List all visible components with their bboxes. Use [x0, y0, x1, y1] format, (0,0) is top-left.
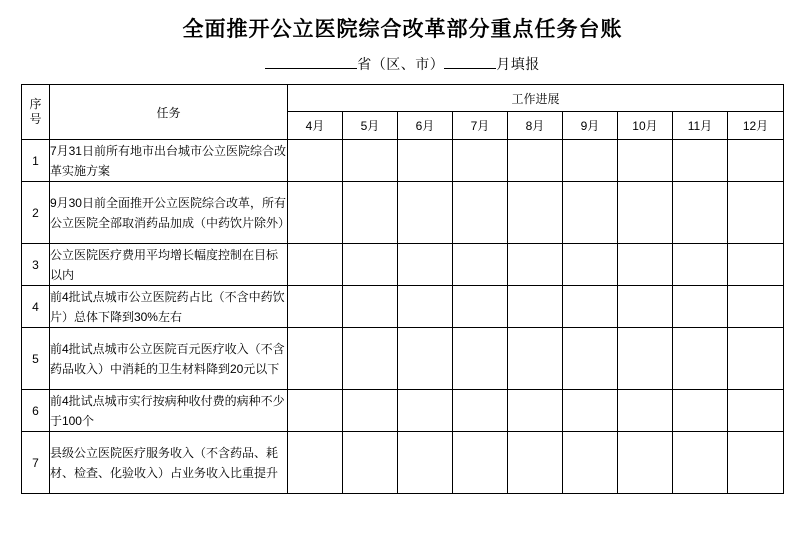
- row-cell-month-12[interactable]: [727, 286, 783, 328]
- row-seq: 4: [21, 286, 49, 328]
- row-cell-month-8[interactable]: [507, 432, 562, 494]
- row-cell-month-7[interactable]: [452, 432, 507, 494]
- row-cell-month-6[interactable]: [397, 244, 452, 286]
- row-cell-month-4[interactable]: [287, 244, 342, 286]
- row-cell-month-5[interactable]: [342, 432, 397, 494]
- row-cell-month-9[interactable]: [562, 390, 617, 432]
- header-month-9: 9月: [562, 112, 617, 140]
- header-month-10: 10月: [617, 112, 672, 140]
- row-cell-month-7[interactable]: [452, 286, 507, 328]
- row-cell-month-7[interactable]: [452, 182, 507, 244]
- row-task: 7月31日前所有地市出台城市公立医院综合改革实施方案: [49, 140, 287, 182]
- row-cell-month-10[interactable]: [617, 328, 672, 390]
- document-page: [0, 13, 805, 541]
- row-cell-month-6[interactable]: [397, 182, 452, 244]
- row-cell-month-9[interactable]: [562, 328, 617, 390]
- table-row: [21, 432, 783, 494]
- row-cell-month-12[interactable]: [727, 140, 783, 182]
- row-cell-month-9[interactable]: [562, 182, 617, 244]
- header-month-4: 4月: [287, 112, 342, 140]
- row-cell-month-10[interactable]: [617, 140, 672, 182]
- row-cell-month-6[interactable]: [397, 140, 452, 182]
- row-cell-month-9[interactable]: [562, 244, 617, 286]
- row-cell-month-6[interactable]: [397, 286, 452, 328]
- row-cell-month-10[interactable]: [617, 286, 672, 328]
- row-cell-month-4[interactable]: [287, 140, 342, 182]
- header-month-12: 12月: [727, 112, 783, 140]
- header-seq-line2: 号: [29, 112, 42, 126]
- row-task: 前4批试点城市公立医院药占比（不含中药饮片）总体下降到30%左右: [49, 286, 287, 328]
- row-cell-month-11[interactable]: [672, 244, 727, 286]
- province-blank-line: [265, 56, 357, 69]
- row-cell-month-8[interactable]: [507, 390, 562, 432]
- row-seq: 1: [21, 140, 49, 182]
- row-cell-month-12[interactable]: [727, 182, 783, 244]
- subtitle-month-label: 月填报: [496, 58, 540, 73]
- row-seq: 7: [21, 432, 49, 494]
- header-progress: 工作进展: [287, 85, 783, 112]
- row-cell-month-8[interactable]: [507, 244, 562, 286]
- row-task: 公立医院医疗费用平均增长幅度控制在目标以内: [49, 244, 287, 286]
- row-cell-month-4[interactable]: [287, 286, 342, 328]
- row-seq: 5: [21, 328, 49, 390]
- row-seq: 3: [21, 244, 49, 286]
- row-cell-month-8[interactable]: [507, 182, 562, 244]
- table-header-row-1: [21, 85, 783, 112]
- row-cell-month-10[interactable]: [617, 244, 672, 286]
- row-cell-month-4[interactable]: [287, 328, 342, 390]
- row-cell-month-7[interactable]: [452, 140, 507, 182]
- row-cell-month-6[interactable]: [397, 328, 452, 390]
- row-cell-month-4[interactable]: [287, 432, 342, 494]
- row-seq: 2: [21, 182, 49, 244]
- row-task: 9月30日前全面推开公立医院综合改革，所有公立医院全部取消药品加成（中药饮片除外）: [49, 182, 287, 244]
- row-cell-month-10[interactable]: [617, 182, 672, 244]
- table-row: [21, 244, 783, 286]
- row-cell-month-10[interactable]: [617, 432, 672, 494]
- row-cell-month-12[interactable]: [727, 390, 783, 432]
- row-cell-month-12[interactable]: [727, 244, 783, 286]
- row-cell-month-7[interactable]: [452, 244, 507, 286]
- report-subtitle: [0, 54, 805, 74]
- table-row: [21, 140, 783, 182]
- row-cell-month-9[interactable]: [562, 140, 617, 182]
- row-cell-month-11[interactable]: [672, 286, 727, 328]
- row-cell-month-11[interactable]: [672, 328, 727, 390]
- row-seq: 6: [21, 390, 49, 432]
- row-cell-month-5[interactable]: [342, 140, 397, 182]
- table-row: [21, 286, 783, 328]
- row-cell-month-11[interactable]: [672, 140, 727, 182]
- table-row: [21, 390, 783, 432]
- row-cell-month-9[interactable]: [562, 432, 617, 494]
- header-task: 任务: [49, 85, 287, 140]
- row-cell-month-7[interactable]: [452, 390, 507, 432]
- row-cell-month-4[interactable]: [287, 390, 342, 432]
- header-month-7: 7月: [452, 112, 507, 140]
- header-month-8: 8月: [507, 112, 562, 140]
- row-cell-month-12[interactable]: [727, 432, 783, 494]
- row-cell-month-6[interactable]: [397, 432, 452, 494]
- row-cell-month-8[interactable]: [507, 286, 562, 328]
- header-month-5: 5月: [342, 112, 397, 140]
- header-month-11: 11月: [672, 112, 727, 140]
- page-title: 全面推开公立医院综合改革部分重点任务台账: [182, 17, 623, 41]
- header-seq: [21, 85, 49, 140]
- ledger-table: [21, 84, 784, 494]
- row-task: 前4批试点城市公立医院百元医疗收入（不含药品收入）中消耗的卫生材料降到20元以下: [49, 328, 287, 390]
- table-row: [21, 328, 783, 390]
- row-cell-month-5[interactable]: [342, 182, 397, 244]
- row-cell-month-11[interactable]: [672, 182, 727, 244]
- row-task: 前4批试点城市实行按病种收付费的病种不少于100个: [49, 390, 287, 432]
- row-cell-month-4[interactable]: [287, 182, 342, 244]
- row-task: 县级公立医院医疗服务收入（不含药品、耗材、检查、化验收入）占业务收入比重提升: [49, 432, 287, 494]
- row-cell-month-9[interactable]: [562, 286, 617, 328]
- row-cell-month-5[interactable]: [342, 390, 397, 432]
- row-cell-month-5[interactable]: [342, 244, 397, 286]
- row-cell-month-7[interactable]: [452, 328, 507, 390]
- table-row: [21, 182, 783, 244]
- row-cell-month-12[interactable]: [727, 328, 783, 390]
- row-cell-month-11[interactable]: [672, 432, 727, 494]
- month-blank-line: [444, 56, 496, 69]
- row-cell-month-11[interactable]: [672, 390, 727, 432]
- subtitle-province-label: 省（区、市）: [357, 58, 445, 73]
- row-cell-month-8[interactable]: [507, 140, 562, 182]
- row-cell-month-5[interactable]: [342, 328, 397, 390]
- row-cell-month-6[interactable]: [397, 390, 452, 432]
- header-month-6: 6月: [397, 112, 452, 140]
- row-cell-month-5[interactable]: [342, 286, 397, 328]
- row-cell-month-8[interactable]: [507, 328, 562, 390]
- row-cell-month-10[interactable]: [617, 390, 672, 432]
- header-seq-line1: 序: [29, 97, 42, 111]
